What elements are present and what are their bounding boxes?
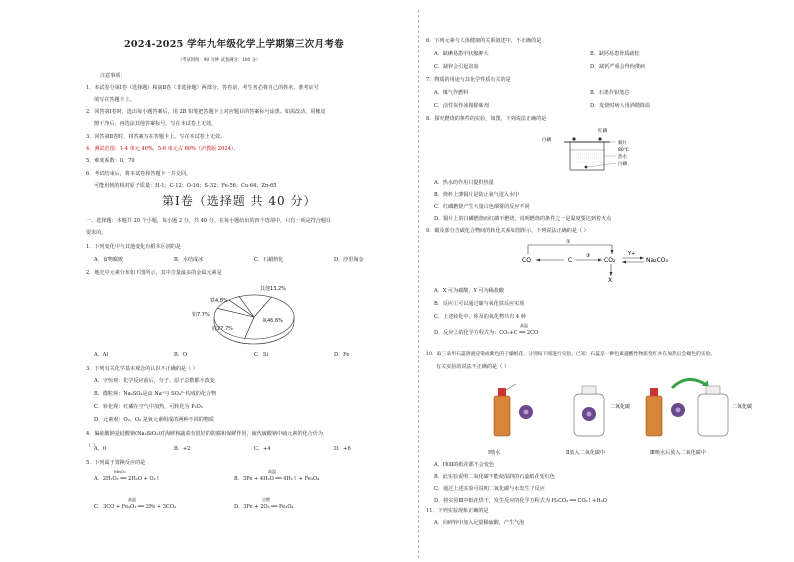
- q6-option-c: C．缺锌会引起贫血: [434, 64, 479, 70]
- q10-option-d: D．将实验Ⅲ中纸花烘干，发生反应的化学方程式为 H₂CO₃ ══ CO₂↑+H₂O: [434, 498, 607, 504]
- q7-option-c: C．活性炭作冰箱除味剂: [434, 103, 489, 109]
- label-white-p-water: 白磷: [618, 162, 627, 167]
- q1-option-a: A．食物腐败: [94, 257, 124, 263]
- q8-option-c: C．红磷燃烧产生大量白色烟雾的反应不同: [434, 204, 530, 210]
- caption-2: Ⅱ放入二氧化碳中: [566, 450, 606, 456]
- q2-option-b: B．O: [174, 352, 188, 358]
- q9-option-d: D．反应②的化学方程式为：CO₂+C ══ 2CO: [434, 330, 539, 336]
- page-subtitle: （考试时间：90 分钟 试卷满分：100 分）: [178, 58, 261, 63]
- litmus-flower-experiment: [486, 372, 756, 448]
- note-line-atomic-mass: 可能用到的相对原子质量：H-1；C-12；O-16；S-32；Fe-56；Cu-64；Zn-65: [94, 183, 277, 189]
- note-line: 6．考试结束后，将本试卷和答题卡一并交回。: [86, 171, 192, 177]
- note-line: 3．回答第Ⅱ卷时，将答案写在答题卡上。写在本试卷上无效。: [86, 134, 226, 140]
- q5-option-c: C．3CO + Fe₂O₃ ══ 2Fe + 3CO₂: [94, 504, 177, 510]
- crust-element-pie-chart: [190, 282, 320, 348]
- q9-option-c: C．上述转化中，涉及的氧化物共有 4 种: [434, 314, 526, 320]
- node-c: C: [568, 257, 573, 264]
- gas-bottle-icon: [698, 394, 728, 436]
- note-line: 1．本试卷分第Ⅰ卷（选择题）和第Ⅱ卷（非选择题）两部分。答卷前，考生务必将自己的姓名、准考证号: [86, 85, 319, 91]
- q5-d-condition: 点燃: [262, 497, 270, 502]
- q11-option-a: A．向碎锌中加入足量稀硫酸，产生气泡: [434, 520, 525, 526]
- q8-option-d: D．铜片上的白磷燃烧而红磷不燃烧，说明燃烧的条件之一是温度要达到着火点: [434, 216, 612, 222]
- beaker: [570, 142, 604, 170]
- q10-stem: 10．取三朵用石蕊溶液浸染成紫色的干燥纸花，分别按下图进行实验。已知：石蕊是一种色素遇酸性物质变红并在加热后会褪色的实验。: [426, 352, 716, 357]
- column-divider: [418, 10, 419, 558]
- q6-option-b: B．缺钙易患骨质疏松: [590, 51, 640, 57]
- q4-option-b: B．+2: [174, 446, 191, 452]
- q1-option-d: D．沙里淘金: [334, 257, 364, 263]
- q6-option-d: D．缺钙严重会得佝偻病: [590, 64, 646, 70]
- q3-stem: 3．下列有关化学基本观念的认识不正确的是（ ）: [86, 366, 198, 372]
- q9-d-condition: 高温: [520, 323, 528, 328]
- label-copper: 铜片: [618, 141, 627, 146]
- spray-bottle-icon: [646, 396, 662, 436]
- bottle3-label: 二氧化碳: [732, 404, 753, 410]
- label-temp: 80℃: [618, 148, 629, 153]
- q3-option-c: C．转化观：红磷在空气中加热，可转化为 P₂O₅: [94, 404, 203, 410]
- note-line: 2．回答第Ⅰ卷时，选出每小题答案后，用 2B 铅笔把答题卡上对应题目的答案标号涂黑。如需改动，用橡皮: [86, 109, 326, 115]
- q7-option-a: A．煤气作燃料: [434, 90, 469, 96]
- label-hot-water: 热水: [618, 155, 627, 160]
- notes-heading: 注意事项：: [100, 73, 126, 79]
- white-phosphorus-dot: [572, 137, 575, 140]
- curved-arrow-icon: [672, 379, 708, 388]
- node-co2: CO₂: [604, 257, 616, 264]
- label-red-p: 红磷: [598, 129, 607, 134]
- q1-option-b: B．水结成冰: [174, 257, 204, 263]
- q8-option-a: A．热水的作用只提供热量: [434, 180, 494, 186]
- q10-option-c: C．通过上述实验可说明二氧化碳与水发生了反应: [434, 486, 545, 492]
- page-title: 2024-2025 学年九年级化学上学期第三次月考卷: [124, 39, 344, 50]
- q2-stem: 2．地壳中元素分布如下图所示，其中含量最多的金属元素是: [86, 270, 222, 276]
- mark-3: ③: [586, 253, 591, 259]
- carbon-conversion-diagram: [522, 236, 692, 284]
- q3-option-b: B．微粒观：Na₂SO₄是由 Na⁺与 SO₄²⁻构成的化合物: [94, 391, 217, 397]
- q10-stem-cont: 有关实验的说法不正确的是（ ）: [436, 364, 509, 370]
- pie-label-铁: 铁4.8%: [210, 298, 228, 304]
- q3-option-a: A．守恒观：化学反应前后，分子、原子总数都不改变: [94, 378, 215, 384]
- caption-1: Ⅰ喷水: [488, 450, 501, 456]
- section-intro: 一、选择题：本题共 20 个小题，每小题 2 分，共 40 分。在每小题给出的四个选项中，只有一项是符合题目: [86, 218, 331, 224]
- q2-option-c: C．Si: [254, 352, 269, 358]
- q5-option-a: A．2H₂O₂ ══ 2H₂O + O₂↑: [94, 476, 160, 482]
- q7-stem: 7．物质的用途与其化学性质有关的是: [426, 77, 511, 83]
- q1-option-c: C．石蜡熔化: [254, 257, 284, 263]
- pie-label-铝: 铝7.7%: [192, 312, 210, 318]
- mark-y: Y+: [628, 251, 636, 257]
- q2-option-d: D．Fe: [334, 352, 350, 358]
- q7-option-b: B．石墨作铅笔芯: [590, 90, 630, 96]
- q4-stem-cont: （ ）: [86, 443, 98, 449]
- q9-option-b: B．反应①可以通过碳与氧化铁反应实现: [434, 301, 525, 307]
- q4-option-a: A．0: [94, 446, 107, 452]
- label-white-p: 白磷: [542, 138, 551, 143]
- right-column: [426, 0, 762, 562]
- q8-option-b: B．烧杯上薄铜片是防止氧气进入水中: [434, 192, 520, 198]
- bottle2-label: 二氧化碳: [610, 404, 631, 410]
- q8-stem: 8．探究燃烧的条件的实验，如图，下列说法正确的是: [426, 116, 547, 122]
- q5-b-condition: 高温: [268, 469, 276, 474]
- pie-label-硅: 硅27.7%: [212, 326, 233, 332]
- q9-option-a: A．X 可为碳酸，Y 可为稀盐酸: [434, 288, 504, 294]
- q7-option-d: D．发烧时病人用酒精降温: [590, 103, 651, 109]
- note-line-range: 4．测试范围：1-4 单元 40%，5-6 单元占 60%（沪教版 2024）。: [86, 146, 239, 152]
- combustion-experiment-diagram: [532, 126, 652, 174]
- pie-label-其他: 其他13.2%: [260, 286, 286, 292]
- q4-option-c: C．+4: [254, 446, 271, 452]
- red-phosphorus-dot: [598, 137, 601, 140]
- q5-option-b: B．3Fe + 4H₂O ══ 4H₂↑ + Fe₃O₄: [234, 476, 320, 482]
- spray-nozzle: [498, 388, 506, 396]
- q4-option-d: D．+6: [334, 446, 351, 452]
- q5-option-d: D．3Fe + 2O₂ ══ Fe₃O₄: [234, 504, 294, 510]
- note-line: 擦干净后，再选涂其他答案标号。写在本试卷上无效。: [94, 121, 217, 127]
- q10-option-b: B．此实验说明二氧化碳不能使湿润的石蕊纸花变红色: [434, 474, 555, 480]
- q5-stem: 5．下列属于置换反应的是: [86, 460, 146, 466]
- node-x: X: [608, 277, 613, 284]
- q5-c-condition: 高温: [128, 497, 136, 502]
- q9-stem: 9．碳及部分含碳化合物间的转化关系如图所示，下列说法正确的是（ ）: [426, 228, 589, 234]
- section-title: 第Ⅰ卷（选择题 共 40 分）: [162, 194, 317, 208]
- pie-label-氧: 氧46.6%: [262, 318, 283, 324]
- q6-stem: 6．下列元素与人体健康的关系叙述中，不正确的是: [426, 38, 542, 44]
- node-na2co3: Na₂CO₃: [646, 257, 668, 264]
- spray-bottle-icon: [494, 396, 510, 436]
- note-line: 5．难度系数：0．70: [86, 158, 135, 164]
- q5-a-condition: MnO₂: [114, 469, 126, 474]
- section-intro: 要求的。: [86, 230, 107, 236]
- q2-option-a: A．Al: [94, 352, 109, 358]
- q6-option-a: A．缺碘易患甲状腺肿大: [434, 51, 489, 57]
- q3-option-d: D．元素观：O₂、O₃ 是氧元素组成的两种不同的物质: [94, 417, 215, 423]
- node-co: CO: [522, 257, 531, 264]
- caption-3: Ⅲ喷水后放入二氧化碳中: [650, 450, 706, 456]
- q10-option-a: A．Ⅰ和Ⅱ的纸花都不会变色: [434, 462, 495, 468]
- q1-stem: 1．下列变化中与其他变化有根本区别的是: [86, 244, 181, 250]
- mark-1: ①: [566, 239, 571, 245]
- note-line: 填写在答题卡上。: [94, 97, 135, 103]
- q4-stem: 4．偏硅酸钠是硅酸钠(Na₂SiO₃)对海鲜和蔬菜有很好的防腐和保鲜作用，硫代硫酸钠中硫元素的化合价为: [86, 431, 323, 437]
- left-column: [86, 0, 412, 562]
- q11-stem: 11．下列实验现象正确的是: [426, 508, 489, 514]
